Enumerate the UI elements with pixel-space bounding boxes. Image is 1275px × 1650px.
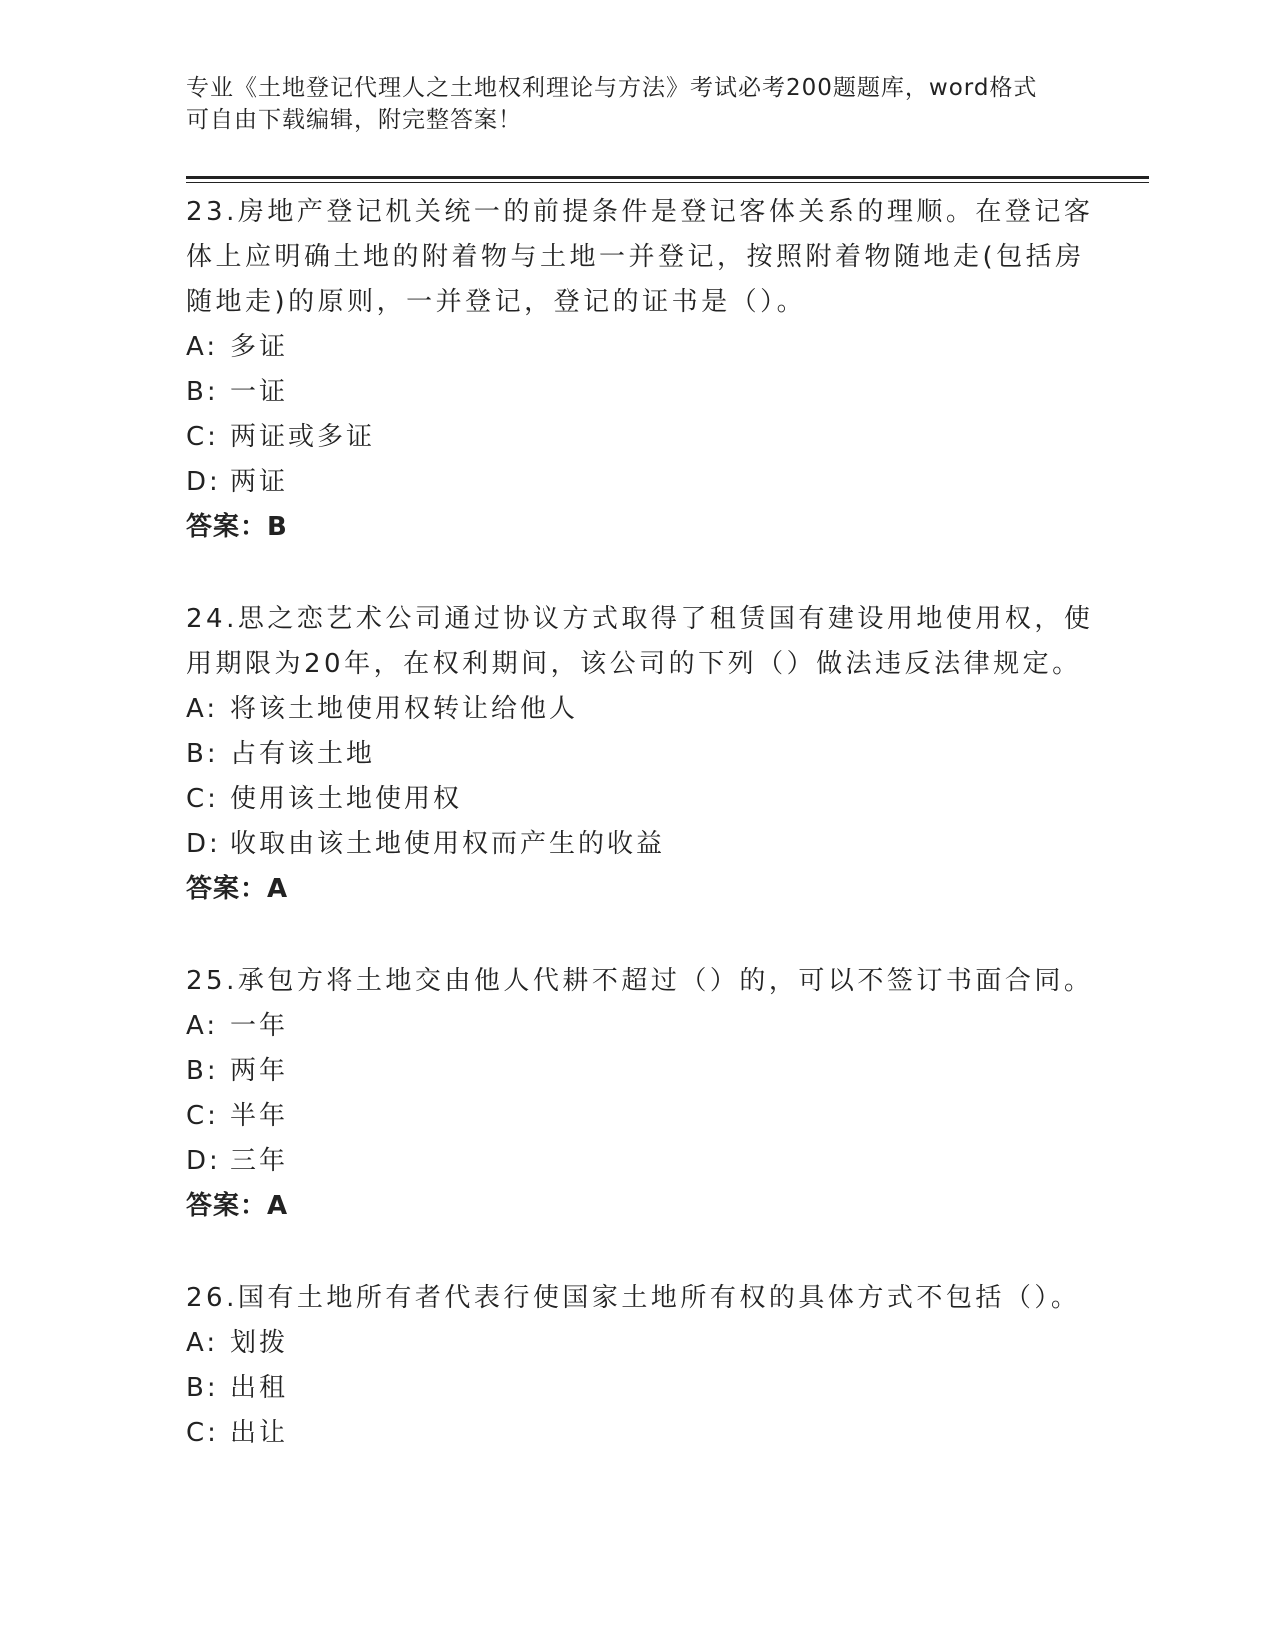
option-d	[186, 460, 1086, 505]
question-text-line: 25.承包方将土地交由他人代耕不超过（）的，可以不签订书面合同。	[186, 966, 1094, 996]
question-text-line: 体上应明确土地的附着物与土地一并登记，按照附着物随地走(包括房	[186, 242, 1085, 272]
option-text: 收取由该土地使用权而产生的收益	[230, 829, 666, 859]
option-text: 占有该土地	[230, 739, 376, 769]
option-letter: D:	[186, 1146, 221, 1176]
option-letter: C:	[186, 1101, 219, 1131]
option-letter: A:	[186, 1328, 219, 1358]
header-title-line-1: 专业《土地登记代理人之土地权利理论与方法》考试必考200题题库，word格式	[186, 75, 1038, 101]
option-letter: B:	[186, 377, 219, 407]
option-text: 出让	[230, 1418, 289, 1448]
option-c	[186, 415, 1086, 460]
option-c	[186, 1094, 1086, 1139]
option-letter: B:	[186, 1056, 219, 1086]
question-25	[186, 959, 1094, 1229]
option-b	[186, 1366, 1086, 1411]
answer-line: 答案：A	[186, 874, 289, 904]
option-text: 一证	[230, 377, 289, 407]
option-text: 一年	[230, 1011, 289, 1041]
option-letter: D:	[186, 467, 221, 497]
option-a	[186, 1004, 1086, 1049]
option-text: 使用该土地使用权	[230, 784, 463, 814]
option-text: 两证或多证	[230, 422, 376, 452]
answer-line: 答案：A	[186, 1191, 289, 1221]
option-d	[186, 1139, 1086, 1184]
option-b	[186, 1049, 1086, 1094]
option-text: 两年	[230, 1056, 289, 1086]
header-divider-thick	[186, 176, 1149, 179]
question-list	[186, 190, 1094, 1456]
header-title-line-2: 可自由下载编辑，附完整答案！	[186, 107, 522, 133]
option-text: 三年	[230, 1146, 289, 1176]
option-letter: A:	[186, 694, 219, 724]
option-letter: C:	[186, 1418, 219, 1448]
option-letter: C:	[186, 784, 219, 814]
question-23	[186, 190, 1094, 550]
option-text: 多证	[230, 332, 289, 362]
option-text: 划拨	[230, 1328, 289, 1358]
question-spacer	[186, 912, 1086, 959]
option-letter: A:	[186, 332, 219, 362]
option-letter: B:	[186, 739, 219, 769]
question-text-line: 26.国有土地所有者代表行使国家土地所有权的具体方式不包括（）。	[186, 1283, 1081, 1313]
option-letter: A:	[186, 1011, 219, 1041]
option-letter: C:	[186, 422, 219, 452]
option-text: 两证	[230, 467, 289, 497]
option-c	[186, 1411, 1086, 1456]
option-letter: B:	[186, 1373, 219, 1403]
question-text-line: 23.房地产登记机关统一的前提条件是登记客体关系的理顺。在登记客	[186, 197, 1094, 227]
option-text: 半年	[230, 1101, 289, 1131]
question-text-line: 用期限为20年，在权利期间，该公司的下列（）做法违反法律规定。	[186, 649, 1082, 679]
question-24	[186, 597, 1094, 912]
option-a	[186, 1321, 1086, 1366]
option-b	[186, 370, 1086, 415]
option-a	[186, 325, 1086, 370]
option-a	[186, 687, 1086, 732]
option-text: 将该土地使用权转让给他人	[230, 694, 579, 724]
option-text: 出租	[230, 1373, 289, 1403]
option-b	[186, 732, 1086, 777]
question-text-line: 24.思之恋艺术公司通过协议方式取得了租赁国有建设用地使用权，使	[186, 604, 1094, 634]
question-spacer	[186, 550, 1086, 597]
question-text-line: 随地走)的原则，一并登记，登记的证书是（）。	[186, 287, 807, 317]
option-letter: D:	[186, 829, 221, 859]
question-spacer	[186, 1229, 1086, 1276]
header-divider-thin	[186, 182, 1149, 183]
option-d	[186, 822, 1086, 867]
question-26	[186, 1276, 1086, 1456]
option-c	[186, 777, 1086, 822]
answer-line: 答案：B	[186, 512, 288, 542]
document-header	[186, 72, 1086, 136]
